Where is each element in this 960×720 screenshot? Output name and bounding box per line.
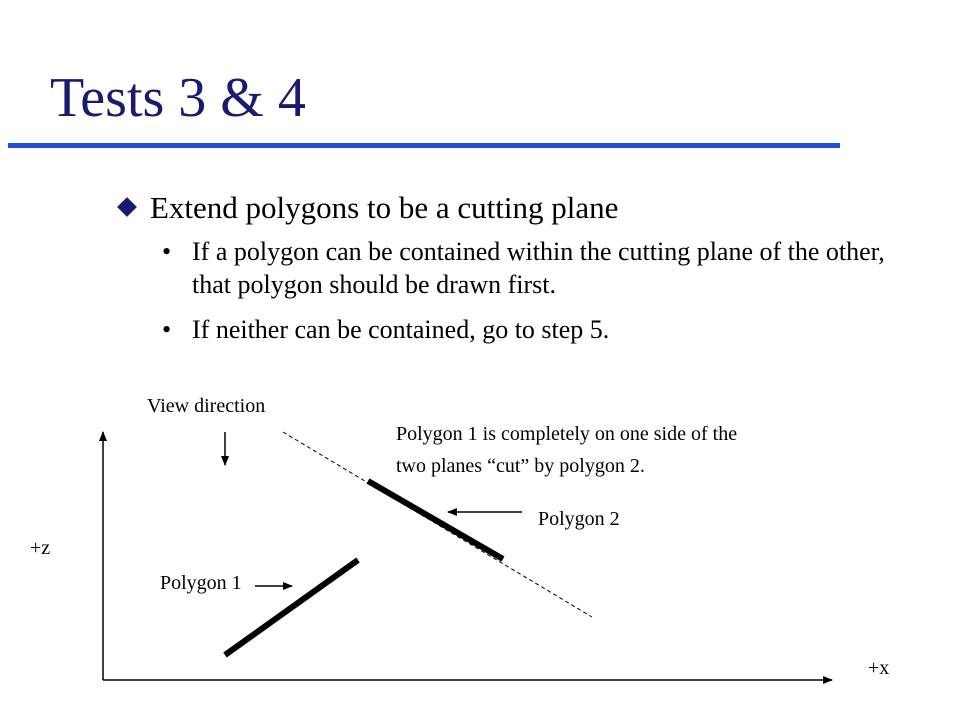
polygon-1 — [225, 560, 358, 655]
sub-bullet-text: If neither can be contained, go to step 5. — [192, 315, 610, 344]
polygon-2 — [368, 481, 503, 559]
polygon-1-label: Polygon 1 — [160, 572, 242, 594]
view-direction-label: View direction — [147, 395, 266, 417]
bullet-dot: • — [162, 315, 172, 344]
main-bullet-text: Extend polygons to be a cutting plane — [150, 190, 619, 225]
sub-bullet-text: If a polygon can be contained within the cutting plane of the other, that polygon should be drawn first. — [192, 237, 885, 299]
slide-title: Tests 3 & 4 — [50, 67, 306, 129]
note-line-2: two planes “cut” by polygon 2. — [396, 455, 645, 477]
note-line-1: Polygon 1 is completely on one side of the — [396, 423, 738, 445]
x-axis-label: +x — [868, 657, 890, 679]
bullet-dot: • — [162, 237, 172, 266]
polygon-2-label: Polygon 2 — [538, 508, 620, 530]
z-axis-label: +z — [30, 537, 51, 559]
